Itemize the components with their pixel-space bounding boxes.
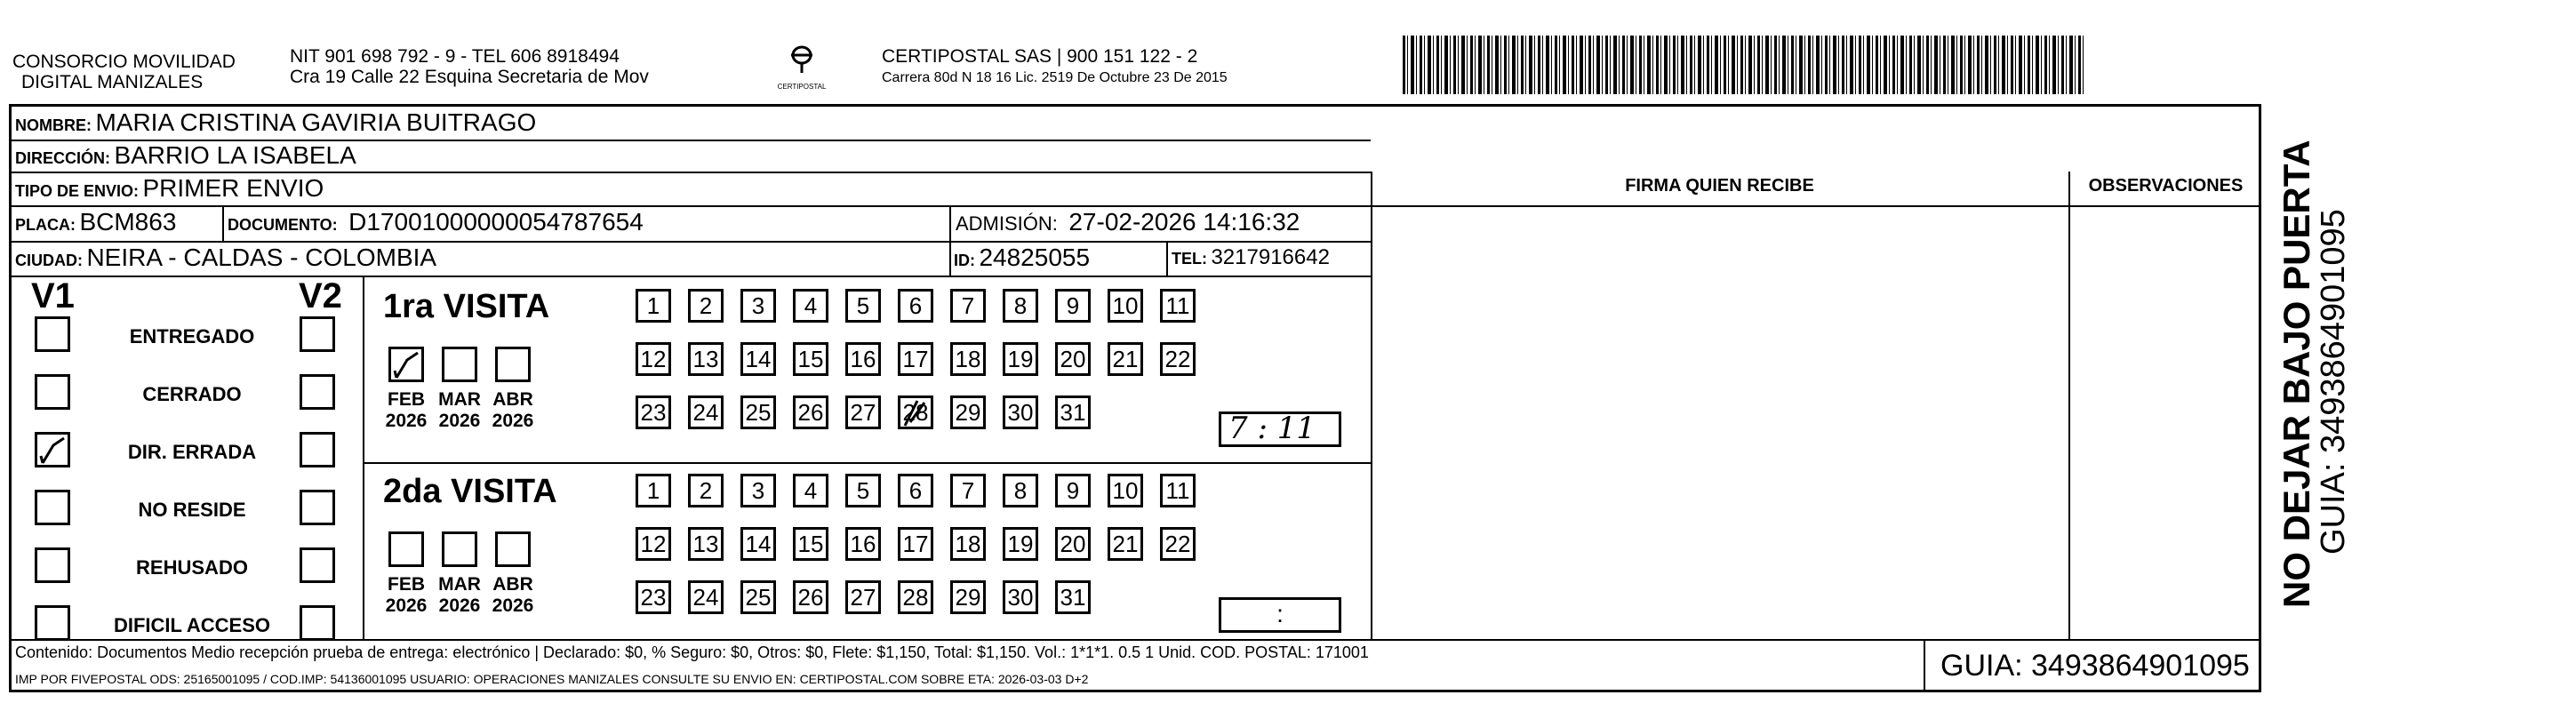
status-label: ENTREGADO — [129, 325, 255, 348]
second-visit-day-18[interactable]: 18 — [950, 527, 986, 561]
status-checkbox-v2[interactable] — [300, 374, 335, 410]
second-visit-day-30[interactable]: 30 — [1003, 580, 1038, 614]
second-visit-day-4[interactable]: 4 — [793, 474, 828, 507]
first-visit-day-7[interactable]: 7 — [950, 289, 986, 323]
status-label: DIFICIL ACCESO — [113, 614, 270, 636]
logo-icon — [766, 43, 837, 78]
status-label: NO RESIDE — [138, 499, 246, 521]
first-visit-day-14[interactable]: 14 — [740, 342, 776, 376]
second-visit-day-9[interactable]: 9 — [1055, 474, 1091, 507]
second-visit-day-16[interactable]: 16 — [845, 527, 881, 561]
second-visit-month-checkbox-abr[interactable] — [495, 531, 531, 567]
second-visit-day-12[interactable]: 12 — [636, 527, 671, 561]
first-visit-day-8[interactable]: 8 — [1003, 289, 1038, 323]
status-label: CERRADO — [142, 383, 242, 405]
first-visit-day-10[interactable]: 10 — [1108, 289, 1143, 323]
spacer — [2068, 205, 2069, 207]
second-visit-day-31[interactable]: 31 — [1055, 580, 1091, 614]
second-visit-title: 2da VISITA — [383, 473, 557, 510]
second-visit-day-23[interactable]: 23 — [636, 580, 671, 614]
second-visit-day-26[interactable]: 26 — [793, 580, 828, 614]
status-checkbox-v2[interactable] — [300, 490, 335, 525]
month-name: MAR — [438, 389, 481, 410]
certipostal-line: CERTIPOSTAL SAS | 900 151 122 - 2 — [882, 46, 1198, 67]
documento-value: D17001000000054787654 — [348, 208, 644, 236]
status-checkbox-v1[interactable] — [35, 432, 70, 467]
first-visit-day-17[interactable]: 17 — [898, 342, 933, 376]
month-year: 2026 — [385, 411, 428, 431]
first-visit-month-label — [380, 389, 433, 432]
month-year: 2026 — [492, 411, 534, 431]
second-visit-day-24[interactable]: 24 — [688, 580, 724, 614]
first-visit-title: 1ra VISITA — [383, 288, 550, 325]
tel-label: TEL: — [1172, 250, 1207, 268]
admision-value: 27-02-2026 14:16:32 — [1068, 208, 1300, 236]
first-visit-day-3[interactable]: 3 — [740, 289, 776, 323]
company-line2: DIGITAL MANIZALES — [21, 72, 204, 92]
col-divider — [222, 205, 224, 241]
tel-value: 3217916642 — [1211, 245, 1330, 269]
tipo-label: TIPO DE ENVIO: — [15, 182, 140, 200]
logo-text: CERTIPOSTAL — [777, 83, 827, 91]
second-visit-month-label — [433, 574, 486, 617]
ciudad-label: CIUDAD: — [15, 252, 83, 269]
col-divider — [1166, 241, 1168, 276]
status-checkbox-v2[interactable] — [300, 547, 335, 583]
month-name: ABR — [492, 389, 533, 410]
direccion-row — [15, 141, 356, 170]
second-visit-month-checkbox-feb[interactable] — [388, 531, 424, 567]
month-name: ABR — [492, 574, 533, 595]
visit-divider — [363, 462, 1371, 464]
ciudad-value: NEIRA - CALDAS - COLOMBIA — [86, 244, 437, 271]
second-visit-day-5[interactable]: 5 — [845, 474, 881, 507]
first-visit-day-24[interactable]: 24 — [688, 395, 724, 429]
placa-row — [15, 208, 176, 236]
first-visit-day-19[interactable]: 19 — [1003, 342, 1038, 376]
status-label: REHUSADO — [136, 556, 248, 579]
status-label: DIR. ERRADA — [127, 441, 257, 463]
col-divider — [949, 205, 951, 276]
v2-header: V2 — [299, 276, 342, 316]
first-visit-day-27[interactable]: 27 — [845, 395, 881, 429]
v1-header: V1 — [31, 276, 75, 316]
second-visit-day-11[interactable]: 11 — [1160, 474, 1196, 507]
second-visit-time-box[interactable] — [1219, 597, 1341, 633]
status-checkbox-v1[interactable] — [35, 605, 70, 641]
status-checkbox-v2[interactable] — [300, 432, 335, 467]
month-name: FEB — [388, 389, 425, 410]
first-visit-day-28[interactable]: 28 — [898, 395, 933, 429]
second-visit-day-25[interactable]: 25 — [740, 580, 776, 614]
col-divider — [363, 276, 364, 640]
first-visit-day-18[interactable]: 18 — [950, 342, 986, 376]
direccion-value: BARRIO LA ISABELA — [114, 141, 356, 169]
tipo-row — [15, 174, 324, 203]
first-visit-month-checkbox-mar[interactable] — [442, 347, 477, 382]
second-visit-day-19[interactable]: 19 — [1003, 527, 1038, 561]
placa-value: BCM863 — [79, 208, 177, 236]
month-name: MAR — [438, 574, 481, 595]
second-visit-month-checkbox-mar[interactable] — [442, 531, 477, 567]
delivery-form — [9, 104, 2261, 692]
second-visit-day-1[interactable]: 1 — [636, 474, 671, 507]
status-checkbox-v2[interactable] — [300, 605, 335, 641]
first-visit-day-22[interactable]: 22 — [1160, 342, 1196, 376]
barcode — [1403, 36, 2085, 94]
id-value: 24825055 — [979, 244, 1091, 271]
second-visit-day-6[interactable]: 6 — [898, 474, 933, 507]
certipostal-info — [882, 46, 1228, 86]
second-visit-day-21[interactable]: 21 — [1108, 527, 1143, 561]
month-year: 2026 — [438, 595, 481, 616]
company-name — [12, 52, 236, 92]
second-visit-day-8[interactable]: 8 — [1003, 474, 1038, 507]
first-visit-day-2[interactable]: 2 — [688, 289, 724, 323]
first-visit-day-6[interactable]: 6 — [898, 289, 933, 323]
company-contact — [290, 46, 649, 87]
second-visit-day-7[interactable]: 7 — [950, 474, 986, 507]
status-checkbox-v1[interactable] — [35, 547, 70, 583]
first-visit-month-checkbox-abr[interactable] — [495, 347, 531, 382]
id-row — [954, 244, 1090, 272]
month-name: FEB — [388, 574, 425, 595]
first-visit-day-26[interactable]: 26 — [793, 395, 828, 429]
second-visit-day-15[interactable]: 15 — [793, 527, 828, 561]
certipostal-address: Carrera 80d N 18 16 Lic. 2519 De Octubre 23 De 2015 — [882, 70, 1228, 85]
placa-label: PLACA: — [15, 216, 76, 234]
second-visit-day-2[interactable]: 2 — [688, 474, 724, 507]
imp-text: IMP POR FIVEPOSTAL ODS: 25165001095 / COD.IMP: 54136001095 USUARIO: OPERACIONES MANIZALES CONSULTE SU ENVIO EN: CERTIPOSTAL.COM SOBRE ETA: 2026-03-03 D+2 — [15, 672, 1089, 686]
nombre-label: NOMBRE: — [15, 116, 92, 134]
side-guia: GUIA: 3493864901095 — [2315, 209, 2352, 555]
first-visit-day-31[interactable]: 31 — [1055, 395, 1091, 429]
firma-header: FIRMA QUIEN RECIBE — [1625, 176, 1814, 196]
first-visit-day-9[interactable]: 9 — [1055, 289, 1091, 323]
second-visit-day-29[interactable]: 29 — [950, 580, 986, 614]
contenido-text: Contenido: Documentos Medio recepción prueba de entrega: electrónico | Declarado: $0, % Seguro: $0, Otros: $0, Flete: $1,150, Total: $1,150. Vol.: 1*1*1. 0.5 1 Unid. COD. POSTAL: 171001 — [15, 643, 1369, 661]
status-checkbox-v1[interactable] — [35, 490, 70, 525]
first-visit-day-4[interactable]: 4 — [793, 289, 828, 323]
first-visit-day-12[interactable]: 12 — [636, 342, 671, 376]
first-visit-day-21[interactable]: 21 — [1108, 342, 1143, 376]
first-visit-time-handwritten: 7 : 11 — [1228, 411, 1316, 446]
second-visit-day-22[interactable]: 22 — [1160, 527, 1196, 561]
first-visit-day-25[interactable]: 25 — [740, 395, 776, 429]
direccion-label: DIRECCIÓN: — [15, 149, 110, 167]
address-line: Cra 19 Calle 22 Esquina Secretaria de Mov — [290, 67, 649, 87]
observaciones-header: OBSERVACIONES — [2088, 176, 2244, 196]
footer-guia: GUIA: 3493864901095 — [1940, 649, 2250, 683]
nombre-row — [15, 108, 536, 137]
col-divider — [2068, 172, 2070, 639]
month-year: 2026 — [492, 595, 534, 616]
first-visit-day-1[interactable]: 1 — [636, 289, 671, 323]
time-separator: : — [1276, 600, 1284, 627]
first-visit-day-30[interactable]: 30 — [1003, 395, 1038, 429]
admision-label: ADMISIÓN: — [956, 212, 1058, 235]
first-visit-time-box[interactable] — [1219, 411, 1341, 447]
month-year: 2026 — [385, 595, 428, 616]
second-visit-day-28[interactable]: 28 — [898, 580, 933, 614]
first-visit-day-29[interactable]: 29 — [950, 395, 986, 429]
row-divider — [12, 172, 1371, 173]
ciudad-row — [15, 244, 436, 272]
first-visit-day-16[interactable]: 16 — [845, 342, 881, 376]
status-checkbox-v1[interactable] — [35, 374, 70, 410]
second-visit-month-label — [486, 574, 540, 617]
nombre-value: MARIA CRISTINA GAVIRIA BUITRAGO — [95, 108, 537, 136]
first-visit-day-11[interactable]: 11 — [1160, 289, 1196, 323]
col-divider — [1371, 172, 1372, 639]
col-divider — [1924, 639, 1925, 692]
second-visit-month-label — [380, 574, 433, 617]
second-visit-day-14[interactable]: 14 — [740, 527, 776, 561]
nit-line: NIT 901 698 792 - 9 - TEL 606 8918494 — [290, 46, 620, 67]
second-visit-day-27[interactable]: 27 — [845, 580, 881, 614]
first-visit-day-23[interactable]: 23 — [636, 395, 671, 429]
pen-scribble-icon — [898, 395, 933, 429]
second-visit-day-13[interactable]: 13 — [688, 527, 724, 561]
first-visit-month-label — [433, 389, 486, 432]
tel-row — [1172, 245, 1330, 270]
month-year: 2026 — [438, 411, 481, 431]
admision-row — [956, 208, 1300, 236]
first-visit-month-checkbox-feb[interactable] — [388, 347, 424, 382]
id-label: ID: — [954, 252, 975, 269]
row-divider — [12, 205, 2261, 207]
certipostal-logo — [766, 43, 837, 94]
documento-row — [228, 208, 644, 236]
first-visit-day-5[interactable]: 5 — [845, 289, 881, 323]
check-mark-icon — [37, 435, 73, 470]
second-visit-day-10[interactable]: 10 — [1108, 474, 1143, 507]
status-checkbox-v1[interactable] — [35, 316, 70, 352]
company-line1: CONSORCIO MOVILIDAD — [12, 52, 236, 72]
side-warning: NO DEJAR BAJO PUERTA — [2276, 140, 2317, 608]
status-checkbox-v2[interactable] — [300, 316, 335, 352]
second-visit-day-3[interactable]: 3 — [740, 474, 776, 507]
tipo-value: PRIMER ENVIO — [142, 174, 324, 202]
first-visit-day-20[interactable]: 20 — [1055, 342, 1091, 376]
first-visit-day-13[interactable]: 13 — [688, 342, 724, 376]
documento-label: DOCUMENTO: — [228, 216, 338, 234]
first-visit-day-15[interactable]: 15 — [793, 342, 828, 376]
first-visit-month-label — [486, 389, 540, 432]
check-mark-icon — [391, 349, 427, 385]
second-visit-day-17[interactable]: 17 — [898, 527, 933, 561]
second-visit-day-20[interactable]: 20 — [1055, 527, 1091, 561]
